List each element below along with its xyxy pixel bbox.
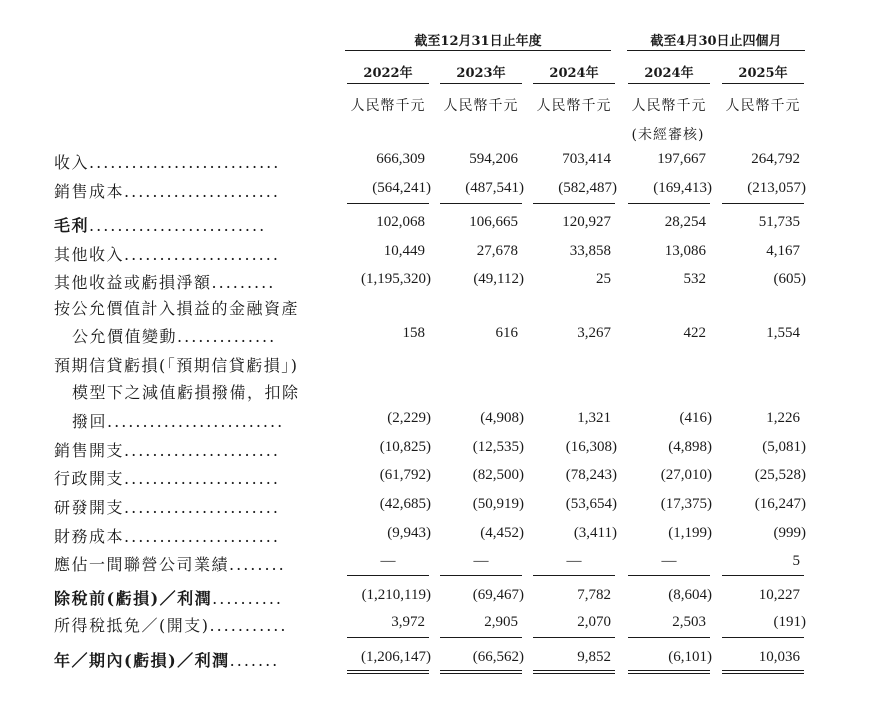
row-leader-dots: ........ [229, 555, 286, 574]
table-cell: (4,908) [480, 410, 524, 426]
table-cell: (49,112) [473, 271, 524, 287]
subtotal-rule [628, 637, 710, 638]
row-label-text: 所得稅抵免／(開支) [54, 616, 210, 635]
row-label [54, 296, 299, 319]
table-cell: (61,792) [379, 467, 431, 483]
row-leader-dots: ...................... [124, 498, 280, 517]
table-cell: 3,267 [577, 325, 611, 341]
row-leader-dots: ...................... [124, 441, 280, 460]
subtotal-rule [533, 575, 615, 576]
column-unit-4: 人民幣千元 [725, 98, 801, 114]
row-label-text: 應佔一間聯營公司業績 [54, 555, 230, 574]
total-double-rule [347, 670, 429, 671]
table-cell: 102,068 [376, 214, 425, 230]
table-cell: — [661, 553, 677, 569]
subtotal-rule [722, 637, 804, 638]
row-leader-dots: ....... [229, 651, 280, 670]
table-cell: — [473, 553, 489, 569]
table-cell: 10,449 [383, 243, 425, 259]
table-cell: (4,898) [668, 439, 712, 455]
row-label [54, 242, 280, 265]
row-label [54, 438, 280, 461]
table-cell: (17,375) [660, 496, 712, 512]
column-header-rule [347, 83, 429, 84]
table-cell: 25 [596, 271, 611, 287]
table-cell: (169,413) [653, 180, 712, 196]
column-unit-2: 人民幣千元 [536, 98, 612, 114]
row-leader-dots: ...................... [124, 245, 280, 264]
table-cell: (1,195,320) [361, 271, 431, 287]
group-header-year-ended: 截至12月31日止年度 [414, 34, 542, 49]
row-label-text: 模型下之減值虧損撥備，扣除 [72, 383, 300, 402]
table-cell: 158 [402, 325, 425, 341]
unaudited-note: (未經審核) [631, 127, 705, 143]
table-cell: (1,206,147) [361, 649, 431, 665]
row-label-text: 銷售開支 [54, 441, 125, 460]
row-label [54, 270, 275, 293]
subtotal-rule [440, 575, 522, 576]
subtotal-rule [533, 637, 615, 638]
column-header-1: 2023年 [456, 66, 506, 81]
table-cell: 10,227 [758, 587, 800, 603]
table-cell: 703,414 [562, 151, 611, 167]
total-double-rule [722, 670, 804, 671]
row-leader-dots: ...................... [124, 469, 280, 488]
total-double-rule [347, 673, 429, 674]
row-label [54, 495, 280, 518]
table-cell: 197,667 [657, 151, 706, 167]
row-label [54, 586, 283, 609]
column-header-rule [722, 83, 804, 84]
row-leader-dots: ........................... [89, 153, 281, 172]
table-cell: 264,792 [751, 151, 800, 167]
column-unit-0: 人民幣千元 [350, 98, 426, 114]
row-leader-dots: ......................... [107, 412, 285, 431]
table-cell: (1,199) [668, 525, 712, 541]
row-label [54, 179, 280, 202]
table-cell: 13,086 [664, 243, 706, 259]
row-label-text: 銷售成本 [54, 182, 125, 201]
table-cell: (1,210,119) [361, 587, 431, 603]
row-leader-dots: .............. [177, 327, 277, 346]
row-label-text: 其他收益或虧損淨額 [54, 273, 212, 292]
column-unit-3: 人民幣千元 [631, 98, 707, 114]
table-cell: (564,241) [372, 180, 431, 196]
table-cell: (605) [773, 271, 806, 287]
total-double-rule [533, 670, 615, 671]
table-cell: (82,500) [472, 467, 524, 483]
table-cell: 2,070 [577, 614, 611, 630]
row-label-text: 毛利 [54, 216, 90, 235]
table-cell: (25,528) [754, 467, 806, 483]
row-label [72, 324, 276, 347]
table-cell: 10,036 [758, 649, 800, 665]
group-header-rule [627, 50, 805, 51]
row-label-text: 撥回 [72, 412, 108, 431]
table-cell: (10,825) [379, 439, 431, 455]
table-cell: 51,735 [758, 214, 800, 230]
table-cell: 1,321 [577, 410, 611, 426]
row-label-text: 財務成本 [54, 527, 125, 546]
table-cell: 4,167 [766, 243, 800, 259]
table-cell: 594,206 [469, 151, 518, 167]
table-cell: (582,487) [558, 180, 617, 196]
table-cell: (8,604) [668, 587, 712, 603]
table-cell: 120,927 [562, 214, 611, 230]
row-label-text: 公允價值變動 [72, 327, 178, 346]
table-cell: (2,229) [387, 410, 431, 426]
table-cell: 33,858 [569, 243, 611, 259]
table-cell: (27,010) [660, 467, 712, 483]
table-cell: 9,852 [577, 649, 611, 665]
table-cell: (42,685) [379, 496, 431, 512]
row-leader-dots: ...................... [124, 527, 280, 546]
row-label-text: 預期信貸虧損(「預期信貸虧損」) [54, 356, 299, 375]
row-label-text: 行政開支 [54, 469, 125, 488]
subtotal-rule [440, 203, 522, 204]
row-leader-dots: ...................... [124, 182, 280, 201]
table-cell: 532 [683, 271, 706, 287]
column-header-3: 2024年 [644, 66, 694, 81]
table-cell: 28,254 [664, 214, 706, 230]
table-cell: 616 [495, 325, 518, 341]
total-double-rule [440, 673, 522, 674]
subtotal-rule [722, 575, 804, 576]
row-label-text: 年／期內(虧損)／利潤 [54, 651, 230, 670]
table-cell: — [566, 553, 582, 569]
column-header-2: 2024年 [549, 66, 599, 81]
table-cell: (78,243) [565, 467, 617, 483]
subtotal-rule [347, 575, 429, 576]
row-label-text: 按公允價值計入損益的金融資產 [54, 299, 300, 318]
table-cell: 106,665 [469, 214, 518, 230]
row-label [54, 353, 299, 376]
table-cell: 2,503 [672, 614, 706, 630]
subtotal-rule [628, 575, 710, 576]
table-cell: (999) [773, 525, 806, 541]
table-cell: 27,678 [476, 243, 518, 259]
table-cell: (416) [679, 410, 712, 426]
row-leader-dots: ......... [211, 273, 276, 292]
subtotal-rule [440, 637, 522, 638]
column-header-rule [440, 83, 522, 84]
table-cell: (16,247) [754, 496, 806, 512]
table-cell: (3,411) [573, 525, 617, 541]
total-double-rule [440, 670, 522, 671]
row-label [54, 213, 266, 236]
total-double-rule [722, 673, 804, 674]
table-cell: 422 [683, 325, 706, 341]
total-double-rule [628, 670, 710, 671]
row-label [72, 409, 284, 432]
row-label [54, 648, 279, 671]
row-label [54, 466, 280, 489]
table-cell: 2,905 [484, 614, 518, 630]
row-label-text: 其他收入 [54, 245, 125, 264]
row-label-text: 除稅前(虧損)／利潤 [54, 589, 213, 608]
column-header-0: 2022年 [363, 66, 413, 81]
table-cell: (191) [773, 614, 806, 630]
column-header-4: 2025年 [738, 66, 788, 81]
table-cell: (487,541) [465, 180, 524, 196]
table-cell: (213,057) [747, 180, 806, 196]
table-cell: 3,972 [391, 614, 425, 630]
column-header-rule [533, 83, 615, 84]
row-leader-dots: ........... [209, 616, 288, 635]
row-leader-dots: .......... [212, 589, 284, 608]
group-header-rule [345, 50, 611, 51]
table-cell: 7,782 [577, 587, 611, 603]
table-cell: 1,226 [766, 410, 800, 426]
table-cell: (53,654) [565, 496, 617, 512]
row-label-text: 研發開支 [54, 498, 125, 517]
total-double-rule [533, 673, 615, 674]
table-cell: (69,467) [472, 587, 524, 603]
row-label [54, 613, 287, 636]
table-cell: (4,452) [480, 525, 524, 541]
table-cell: (9,943) [387, 525, 431, 541]
table-cell: (6,101) [668, 649, 712, 665]
row-leader-dots: ......................... [89, 216, 267, 235]
row-label [72, 380, 300, 403]
row-label-text: 收入 [54, 153, 90, 172]
table-cell: (50,919) [472, 496, 524, 512]
table-cell: 666,309 [376, 151, 425, 167]
table-cell: (5,081) [762, 439, 806, 455]
table-cell: (66,562) [472, 649, 524, 665]
column-unit-1: 人民幣千元 [443, 98, 519, 114]
total-double-rule [628, 673, 710, 674]
subtotal-rule [533, 203, 615, 204]
table-cell: (12,535) [472, 439, 524, 455]
row-label [54, 552, 286, 575]
subtotal-rule [347, 203, 429, 204]
subtotal-rule [628, 203, 710, 204]
row-label [54, 150, 280, 173]
subtotal-rule [722, 203, 804, 204]
subtotal-rule [347, 637, 429, 638]
table-cell: 1,554 [766, 325, 800, 341]
row-label [54, 524, 280, 547]
table-cell: 5 [792, 553, 800, 569]
table-cell: — [380, 553, 396, 569]
group-header-four-months: 截至4月30日止四個月 [650, 34, 782, 49]
column-header-rule [628, 83, 710, 84]
table-cell: (16,308) [565, 439, 617, 455]
